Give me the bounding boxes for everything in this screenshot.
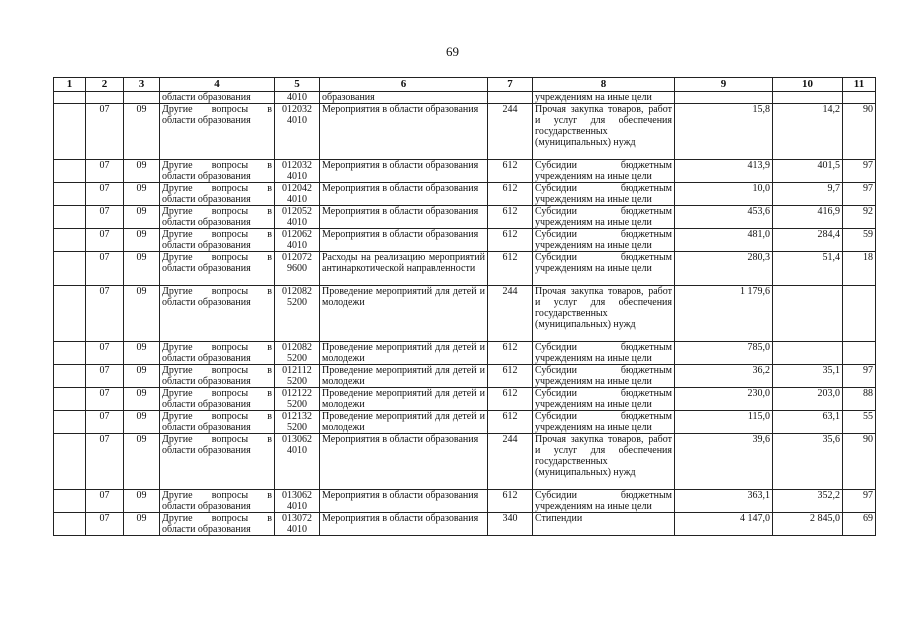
cell-section: 07: [86, 342, 124, 365]
table-row: [54, 388, 876, 411]
code-part-b: 9600: [287, 263, 307, 274]
cell-subsection: 09: [124, 513, 160, 536]
cell-blank: [54, 490, 86, 513]
cell-expense-type: Прочая закупка товаров, работ и услуг для обеспечения государственных (муниципальных) нужд: [533, 286, 675, 342]
cell-amount-plan: 363,1: [675, 490, 773, 513]
code-part-a: 012082: [282, 342, 312, 353]
cell-section: 07: [86, 388, 124, 411]
cell-code: [275, 252, 320, 286]
cell-code: 4010: [275, 92, 320, 104]
cell-percent: 97: [843, 183, 876, 206]
cell-expense-type: Субсидии бюджетным учреждениям на иные цели: [533, 183, 675, 206]
table-row: [54, 490, 876, 513]
cell-subsection: 09: [124, 342, 160, 365]
cell-work: Проведение мероприятий для детей и молодежи: [320, 411, 488, 434]
cell-work: Мероприятия в области образования: [320, 513, 488, 536]
cell-subsection: 09: [124, 252, 160, 286]
cell-work: Проведение мероприятий для детей и молодежи: [320, 365, 488, 388]
cell-percent: 18: [843, 252, 876, 286]
code-part-b: 5200: [287, 376, 307, 387]
cell-section: 07: [86, 104, 124, 160]
cell-percent: [843, 286, 876, 342]
cell-expense-type: Субсидии бюджетным учреждениям на иные цели: [533, 342, 675, 365]
cell-name: Другие вопросы в области образования: [160, 411, 275, 434]
cell-amount-plan: 280,3: [675, 252, 773, 286]
continuation-row: [54, 92, 876, 104]
table-row: [54, 229, 876, 252]
code-part-a: 013072: [282, 513, 312, 524]
cell-amount-plan: 1 179,6: [675, 286, 773, 342]
cell-subsection: 09: [124, 434, 160, 490]
cell-amount-actual: 284,4: [773, 229, 843, 252]
cell-name: Другие вопросы в области образования: [160, 490, 275, 513]
cell-name: Другие вопросы в области образования: [160, 183, 275, 206]
cell-work: Мероприятия в области образования: [320, 229, 488, 252]
cell-name: Другие вопросы в области образования: [160, 206, 275, 229]
cell-type-code: 612: [488, 365, 533, 388]
cell-blank: [54, 104, 86, 160]
cell-percent: 97: [843, 160, 876, 183]
cell-amount-actual: 51,4: [773, 252, 843, 286]
cell-work: Проведение мероприятий для детей и молодежи: [320, 388, 488, 411]
page-number: 69: [446, 44, 459, 59]
cell-name: Другие вопросы в области образования: [160, 342, 275, 365]
table-row: [54, 342, 876, 365]
cell-name: области образования: [160, 92, 275, 104]
cell-subsection: 09: [124, 104, 160, 160]
cell-amount-actual: [773, 286, 843, 342]
cell-amount-plan: 115,0: [675, 411, 773, 434]
cell-blank: [54, 513, 86, 536]
cell-amount-actual: 63,1: [773, 411, 843, 434]
col-header-9: 9: [675, 78, 773, 92]
code-part-b: 5200: [287, 297, 307, 308]
cell-amount-actual: 35,6: [773, 434, 843, 490]
cell-percent: 97: [843, 365, 876, 388]
code-part-b: 5200: [287, 422, 307, 433]
cell-section: 07: [86, 365, 124, 388]
cell-section: 07: [86, 160, 124, 183]
code-part-a: 012032: [282, 160, 312, 171]
code-part-a: 012132: [282, 411, 312, 422]
cell-expense-type: Субсидии бюджетным учреждениям на иные цели: [533, 229, 675, 252]
cell-code: [275, 104, 320, 160]
cell-work: образования: [320, 92, 488, 104]
table-row: [54, 252, 876, 286]
code-part-b: 4010: [287, 217, 307, 228]
cell-subsection: 09: [124, 160, 160, 183]
cell-expense-type: учреждениям на иные цели: [533, 92, 675, 104]
cell-blank: [54, 434, 86, 490]
code-part-b: 4010: [287, 501, 307, 512]
cell-percent: 88: [843, 388, 876, 411]
cell-work: Мероприятия в области образования: [320, 206, 488, 229]
cell-code: [275, 183, 320, 206]
cell-percent: 92: [843, 206, 876, 229]
cell-blank: [54, 252, 86, 286]
cell-name: Другие вопросы в области образования: [160, 434, 275, 490]
code-part-b: 4010: [287, 524, 307, 535]
cell-code: [275, 342, 320, 365]
cell-type-code: 244: [488, 104, 533, 160]
table-row: [54, 411, 876, 434]
cell-name: Другие вопросы в области образования: [160, 388, 275, 411]
cell-expense-type: Субсидии бюджетным учреждениям на иные цели: [533, 160, 675, 183]
cell-amount-actual: 203,0: [773, 388, 843, 411]
col-header-8: 8: [533, 78, 675, 92]
code-part-b: 4010: [287, 240, 307, 251]
cell-amount-plan: 36,2: [675, 365, 773, 388]
cell-percent: 90: [843, 434, 876, 490]
cell-code: [275, 434, 320, 490]
table-row: [54, 160, 876, 183]
code-part-b: 4010: [287, 445, 307, 456]
table-row: [54, 286, 876, 342]
cell-section: 07: [86, 411, 124, 434]
cell-subsection: 09: [124, 229, 160, 252]
col-header-3: 3: [124, 78, 160, 92]
budget-table: [53, 77, 876, 536]
cell-percent: 59: [843, 229, 876, 252]
cell-expense-type: Прочая закупка товаров, работ и услуг для обеспечения государственных (муниципальных) нужд: [533, 434, 675, 490]
col-header-7: 7: [488, 78, 533, 92]
cell-type-code: 612: [488, 206, 533, 229]
cell-name: Другие вопросы в области образования: [160, 252, 275, 286]
table-row: [54, 183, 876, 206]
cell-code: [275, 365, 320, 388]
cell-work: Мероприятия в области образования: [320, 160, 488, 183]
cell-type-code: 612: [488, 490, 533, 513]
cell-blank: [54, 411, 86, 434]
col-header-2: 2: [86, 78, 124, 92]
cell-expense-type: Субсидии бюджетным учреждениям на иные цели: [533, 365, 675, 388]
cell-code: [275, 206, 320, 229]
cell-amount-actual: 35,1: [773, 365, 843, 388]
cell-expense-type: Субсидии бюджетным учреждениям на иные цели: [533, 388, 675, 411]
cell-code: [275, 388, 320, 411]
cell-amount-actual: 416,9: [773, 206, 843, 229]
code-part-a: 013062: [282, 434, 312, 445]
code-part-a: 012072: [282, 252, 312, 263]
cell-type-code: 612: [488, 388, 533, 411]
cell-section: 07: [86, 252, 124, 286]
cell-name: Другие вопросы в области образования: [160, 286, 275, 342]
cell-work: Мероприятия в области образования: [320, 490, 488, 513]
cell-blank: [54, 365, 86, 388]
cell-work: Мероприятия в области образования: [320, 104, 488, 160]
cell-amount-plan: 785,0: [675, 342, 773, 365]
code-part-a: 013062: [282, 490, 312, 501]
code-part-b: 5200: [287, 353, 307, 364]
cell-percent: [843, 342, 876, 365]
cell-subsection: 09: [124, 388, 160, 411]
cell-subsection: 09: [124, 206, 160, 229]
cell-section: 07: [86, 286, 124, 342]
cell-name: Другие вопросы в области образования: [160, 160, 275, 183]
cell-blank: [54, 388, 86, 411]
cell-type-code: 612: [488, 183, 533, 206]
cell-expense-type: Субсидии бюджетным учреждениям на иные цели: [533, 206, 675, 229]
cell-expense-type: Субсидии бюджетным учреждениям на иные цели: [533, 490, 675, 513]
table-row: [54, 513, 876, 536]
table-row: [54, 365, 876, 388]
cell-section: 07: [86, 434, 124, 490]
col-header-5: 5: [275, 78, 320, 92]
cell-subsection: 09: [124, 490, 160, 513]
col-header-1: 1: [54, 78, 86, 92]
cell-amount-plan: 10,0: [675, 183, 773, 206]
code-part-a: 012052: [282, 206, 312, 217]
cell-section: 07: [86, 206, 124, 229]
cell-percent: 97: [843, 490, 876, 513]
code-part-a: 012032: [282, 104, 312, 115]
cell-amount-plan: 453,6: [675, 206, 773, 229]
cell-section: 07: [86, 183, 124, 206]
cell-percent: 69: [843, 513, 876, 536]
code-part-b: 4010: [287, 171, 307, 182]
cell-subsection: 09: [124, 183, 160, 206]
cell-work: Проведение мероприятий для детей и молодежи: [320, 342, 488, 365]
col-header-11: 11: [843, 78, 876, 92]
cell-type-code: 244: [488, 286, 533, 342]
code-part-a: 012042: [282, 183, 312, 194]
cell-amount-plan: 4 147,0: [675, 513, 773, 536]
cell-subsection: 09: [124, 365, 160, 388]
cell-work: Мероприятия в области образования: [320, 183, 488, 206]
cell-amount-plan: 230,0: [675, 388, 773, 411]
cell-amount-plan: 39,6: [675, 434, 773, 490]
table-row: [54, 104, 876, 160]
code-part-a: 012062: [282, 229, 312, 240]
col-header-6: 6: [320, 78, 488, 92]
cell-percent: 90: [843, 104, 876, 160]
cell-section: 07: [86, 513, 124, 536]
cell-section: 07: [86, 490, 124, 513]
cell-amount-actual: 9,7: [773, 183, 843, 206]
cell-name: Другие вопросы в области образования: [160, 365, 275, 388]
cell-amount-actual: 14,2: [773, 104, 843, 160]
cell-blank: [54, 286, 86, 342]
cell-amount-actual: 401,5: [773, 160, 843, 183]
cell-type-code: 612: [488, 229, 533, 252]
cell-name: Другие вопросы в области образования: [160, 229, 275, 252]
cell-blank: [54, 160, 86, 183]
cell-code: [275, 411, 320, 434]
cell-type-code: 612: [488, 411, 533, 434]
cell-type-code: 244: [488, 434, 533, 490]
cell-amount-plan: 481,0: [675, 229, 773, 252]
cell-name: Другие вопросы в области образования: [160, 104, 275, 160]
cell-expense-type: Прочая закупка товаров, работ и услуг для обеспечения государственных (муниципальных) нужд: [533, 104, 675, 160]
col-header-4: 4: [160, 78, 275, 92]
cell-type-code: 612: [488, 252, 533, 286]
cell-code: [275, 513, 320, 536]
cell-blank: [54, 206, 86, 229]
cell-expense-type: Стипендии: [533, 513, 675, 536]
cell-amount-actual: 352,2: [773, 490, 843, 513]
cell-section: 07: [86, 229, 124, 252]
code-part-a: 012122: [282, 388, 312, 399]
cell-code: [275, 490, 320, 513]
cell-subsection: 09: [124, 411, 160, 434]
code-part-b: 4010: [287, 115, 307, 126]
cell-blank: [54, 342, 86, 365]
cell-type-code: 612: [488, 160, 533, 183]
table-row: [54, 434, 876, 490]
cell-subsection: 09: [124, 286, 160, 342]
cell-work: Мероприятия в области образования: [320, 434, 488, 490]
cell-amount-plan: 413,9: [675, 160, 773, 183]
table-row: [54, 206, 876, 229]
cell-blank: [54, 183, 86, 206]
cell-percent: 55: [843, 411, 876, 434]
cell-expense-type: Субсидии бюджетным учреждениям на иные цели: [533, 252, 675, 286]
code-part-a: 012082: [282, 286, 312, 297]
code-part-b: 5200: [287, 399, 307, 410]
cell-type-code: 612: [488, 342, 533, 365]
code-part-b: 4010: [287, 194, 307, 205]
cell-amount-plan: 15,8: [675, 104, 773, 160]
cell-type-code: 340: [488, 513, 533, 536]
cell-blank: [54, 229, 86, 252]
cell-amount-actual: [773, 342, 843, 365]
cell-code: [275, 286, 320, 342]
cell-name: Другие вопросы в области образования: [160, 513, 275, 536]
cell-work: Расходы на реализацию мероприятий антинаркотической направленности: [320, 252, 488, 286]
cell-code: [275, 160, 320, 183]
code-part-a: 012112: [282, 365, 312, 376]
header-row: [54, 78, 876, 92]
cell-amount-actual: 2 845,0: [773, 513, 843, 536]
cell-expense-type: Субсидии бюджетным учреждениям на иные цели: [533, 411, 675, 434]
cell-code: [275, 229, 320, 252]
col-header-10: 10: [773, 78, 843, 92]
cell-work: Проведение мероприятий для детей и молодежи: [320, 286, 488, 342]
